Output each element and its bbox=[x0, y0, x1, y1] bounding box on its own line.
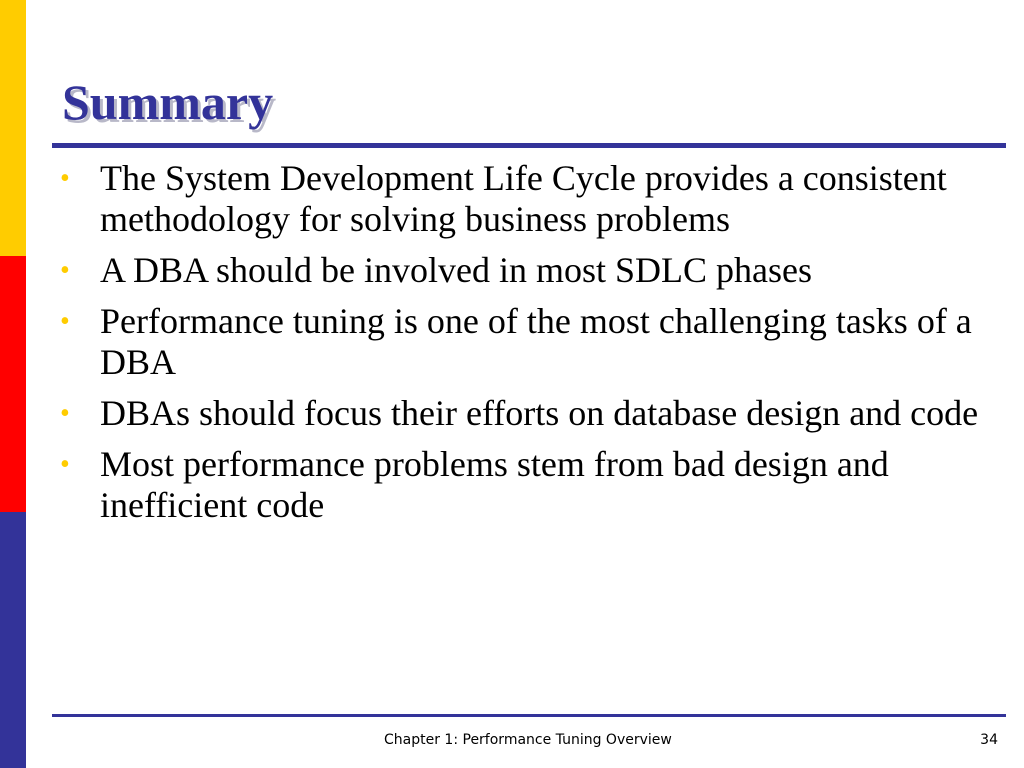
stripe-red bbox=[0, 256, 26, 512]
bullet-text: Most performance problems stem from bad design and inefficient code bbox=[100, 444, 889, 525]
bullet-text: A DBA should be involved in most SDLC phases bbox=[100, 250, 813, 290]
bullet-icon: • bbox=[60, 398, 70, 429]
footer-chapter-title: Chapter 1: Performance Tuning Overview bbox=[384, 732, 672, 748]
bullet-item bbox=[60, 393, 995, 434]
bullet-list bbox=[60, 158, 995, 536]
slide-title: Summary bbox=[62, 74, 274, 130]
bullet-text: The System Development Life Cycle provides a consistent methodology for solving business problems bbox=[100, 158, 947, 239]
stripe-blue bbox=[0, 512, 26, 768]
title-underline bbox=[52, 143, 1006, 148]
bullet-item bbox=[60, 158, 995, 240]
bullet-item bbox=[60, 444, 995, 526]
stripe-yellow bbox=[0, 0, 26, 256]
page-number: 34 bbox=[980, 732, 998, 748]
bullet-text: Performance tuning is one of the most challenging tasks of a DBA bbox=[100, 301, 972, 382]
bullet-icon: • bbox=[60, 306, 70, 337]
bullet-icon: • bbox=[60, 163, 70, 194]
bullet-icon: • bbox=[60, 449, 70, 480]
bullet-item bbox=[60, 250, 995, 291]
footer-rule bbox=[52, 714, 1006, 717]
bullet-item bbox=[60, 301, 995, 383]
bullet-icon: • bbox=[60, 255, 70, 286]
bullet-text: DBAs should focus their efforts on database design and code bbox=[100, 393, 979, 433]
